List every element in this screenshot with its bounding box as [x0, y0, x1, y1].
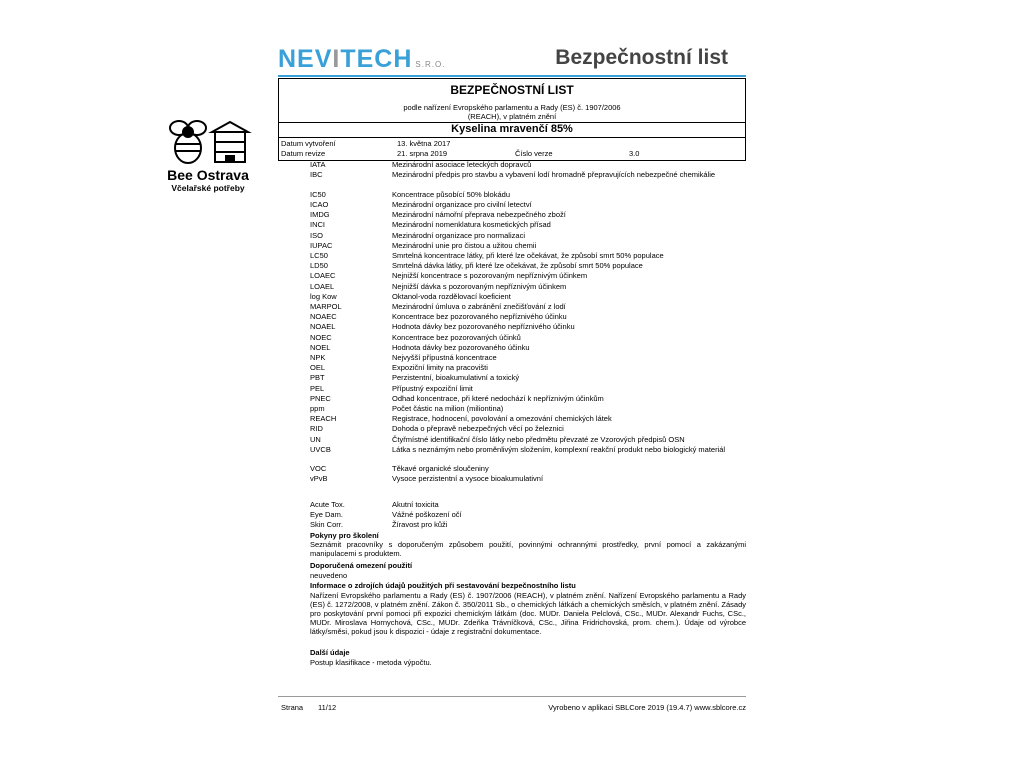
abbreviation-meaning: Počet částic na milion (miliontina): [392, 403, 504, 413]
abbreviation-meaning: Mezinárodní předpis pro stavbu a vybavení lodí hromadně přepravujících nebezpečné chemikálie: [392, 170, 716, 180]
abbreviation-abbr: LOAEC: [310, 271, 336, 281]
abbreviation-meaning: Perzistentní, bioakumulativní a toxický: [392, 373, 520, 383]
hazard-abbr: Acute Tox.: [310, 500, 345, 509]
bee-ostrava-name: Bee Ostrava: [167, 167, 249, 183]
created-value: 13. května 2017: [397, 139, 451, 148]
abbreviation-abbr: NOAEL: [310, 322, 336, 332]
sheet-title: BEZPEČNOSTNÍ LIST: [450, 83, 574, 97]
restrictions-text: neuvedeno: [310, 571, 348, 580]
abbreviation-abbr: UN: [310, 434, 321, 444]
training-text: Seznámit pracovníky s doporučeným způsobem použití, povinnými ochrannými prostředky, první pomocí a zakázanými manipulacemi s produktem.: [310, 540, 746, 558]
version-label: Číslo verze: [515, 149, 553, 158]
abbreviation-abbr: IBC: [310, 170, 323, 180]
abbreviation-meaning: Hodnota dávky bez pozorovaného účinku: [392, 342, 530, 352]
abbreviation-meaning: Mezinárodní nomenklatura kosmetických přísad: [392, 220, 551, 230]
abbreviation-abbr: LD50: [310, 261, 328, 271]
abbreviation-abbr: PBT: [310, 373, 325, 383]
hazard-meaning: Akutní toxicita: [392, 500, 439, 509]
version-value: 3.0: [629, 149, 640, 158]
substance-name: Kyselina mravenčí 85%: [451, 123, 573, 135]
sources-text: Nařízení Evropského parlamentu a Rady (ES) č. 1907/2006 (REACH), v platném znění. Nařízení Evropského parlamentu a Rady (ES) č. 1272/2008, v platném znění. Zákon č. 350/2011 Sb., o chemických látkách a chemických směsích, v platném znění. Zásady pro poskytování první pomoci při expozici chemickým látkám (doc. MUDr. Daniela Pelclová, CSc., MUDr. Alexandr Fuchs, CSc., MUDr. Miroslava Hornychová, CSc., MUDr. Zdeňka Trávníčková, CSc., Jiřina Fridrichovská, prom. chem.). Údaje od výrobce látky/směsi, pokud jsou k dispozici - údaje z registrační dokumentace.: [310, 591, 746, 636]
abbreviation-meaning: Těkavé organické sloučeniny: [392, 464, 489, 474]
abbreviation-meaning: Vysoce perzistentní a vysoce bioakumulativní: [392, 474, 544, 484]
abbreviation-meaning: Odhad koncentrace, při které nedochází k nepříznivým účinkům: [392, 393, 604, 403]
logo-suffix: S.R.O.: [415, 60, 446, 69]
bee-ostrava-tagline: Včelařské potřeby: [171, 183, 245, 193]
abbreviation-meaning: Mezinárodní asociace leteckých dopravců: [392, 160, 532, 169]
title-box: [278, 78, 746, 123]
abbreviation-meaning: Látka s neznámým nebo proměnlivým složením, komplexní reakční produkt nebo biologický materiál: [392, 444, 726, 454]
abbreviation-abbr: ICAO: [310, 199, 329, 209]
abbreviation-meaning: Mezinárodní unie pro čistou a užitou chemii: [392, 240, 537, 250]
hazard-abbr: Eye Dam.: [310, 510, 343, 520]
other-info-title: Další údaje: [310, 648, 350, 657]
abbreviation-meaning: Nejvyšší přípustná koncentrace: [392, 352, 497, 362]
abbreviation-abbr: log Kow: [310, 291, 337, 301]
document-type-title: Bezpečnostní list: [555, 46, 728, 69]
other-info-text: Postup klasifikace - metoda výpočtu.: [310, 658, 432, 667]
abbreviation-abbr: REACH: [310, 414, 337, 424]
abbreviation-meaning: Smrtelná koncentrace látky, při které lze očekávat, že způsobí smrt 50% populace: [392, 250, 664, 260]
nevitech-logo: [278, 45, 445, 73]
logo-text-1: NEV: [278, 45, 333, 73]
footer-divider: [278, 696, 746, 697]
abbreviation-abbr: IMDG: [310, 210, 330, 220]
abbreviation-meaning: Mezinárodní úmluva o zabránění znečišťování z lodí: [392, 301, 566, 311]
substance-box: [278, 121, 746, 138]
abbreviation-meaning: Hodnota dávky bez pozorovaného nepříznivého účinku: [392, 322, 575, 332]
subtitle-line-1: podle nařízení Evropského parlamentu a Rady (ES) č. 1907/2006: [403, 103, 621, 112]
abbreviation-meaning: Registrace, hodnocení, povolování a omezování chemických látek: [392, 414, 612, 424]
abbreviation-abbr: UVCB: [310, 444, 331, 454]
page-number: 11/12: [318, 703, 337, 712]
abbreviation-meaning: Koncentrace bez pozorovaných účinků: [392, 332, 521, 342]
abbreviation-abbr: MARPOL: [310, 301, 342, 311]
abbreviation-abbr: ppm: [310, 403, 325, 413]
abbreviation-abbr: NOEC: [310, 332, 332, 342]
header-divider: [278, 75, 746, 77]
abbreviation-abbr: LC50: [310, 250, 328, 260]
abbreviation-meaning: Dohoda o přepravě nebezpečných věcí po železnici: [392, 424, 564, 434]
page-label: Strana: [281, 703, 304, 712]
hazard-meaning: Žíravost pro kůži: [392, 520, 448, 530]
produced-by: Vyrobeno v aplikaci SBLCore 2019 (19.4.7) www.sblcore.cz: [548, 703, 746, 712]
abbreviation-abbr: NOEL: [310, 342, 331, 352]
abbreviation-meaning: Koncentrace působící 50% blokádu: [392, 189, 510, 199]
abbreviation-abbr: OEL: [310, 363, 326, 373]
abbreviation-abbr: VOC: [310, 464, 327, 474]
abbreviation-abbr: INCI: [310, 220, 325, 230]
abbreviation-meaning: Mezinárodní organizace pro normalizaci: [392, 230, 525, 240]
abbreviation-abbr: LOAEL: [310, 281, 335, 291]
created-label: Datum vytvoření: [281, 139, 336, 148]
abbreviation-abbr: NPK: [310, 352, 326, 362]
abbreviation-abbr: IUPAC: [310, 240, 333, 250]
sources-title: Informace o zdrojích údajů použitých při sestavování bezpečnostního listu: [310, 581, 576, 590]
abbreviation-meaning: Koncentrace bez pozorovaného nepříznivého účinku: [392, 312, 567, 322]
abbreviation-abbr: IC50: [310, 189, 326, 199]
subtitle-line-2: (REACH), v platném znění: [467, 112, 557, 121]
abbreviation-abbr: PEL: [310, 383, 325, 393]
abbreviation-meaning: Přípustný expoziční limit: [392, 383, 473, 393]
logo-text-2: I: [332, 45, 341, 73]
beehive-icon: [212, 122, 248, 162]
abbreviation-abbr: IATA: [310, 160, 326, 169]
abbreviation-abbr: PNEC: [310, 393, 331, 403]
bee-icon: [170, 121, 206, 163]
hazard-abbr: Skin Corr.: [310, 520, 343, 530]
bee-ostrava-logo: [160, 118, 260, 168]
abbreviation-meaning: Mezinárodní námořní přeprava nebezpečného zboží: [392, 210, 566, 220]
training-title: Pokyny pro školení: [310, 531, 379, 540]
revision-value: 21. srpna 2019: [397, 149, 448, 158]
abbreviation-meaning: Nejnižší dávka s pozorovaným nepříznivým účinkem: [392, 281, 567, 291]
regulation-subtitle: [279, 103, 745, 121]
abbreviation-meaning: Oktanol-voda rozdělovací koeficient: [392, 291, 511, 301]
abbreviation-abbr: vPvB: [310, 474, 328, 484]
hazard-meaning: Vážné poškození očí: [392, 510, 462, 520]
abbreviation-meaning: Smrtelná dávka látky, při které lze očekávat, že způsobí smrt 50% populace: [392, 261, 643, 271]
logo-text-3: TECH: [340, 45, 413, 73]
abbreviation-meaning: Nejnižší koncentrace s pozorovaným nepříznivým účinkem: [392, 271, 588, 281]
revision-label: Datum revize: [281, 149, 326, 158]
abbreviation-abbr: RID: [310, 424, 323, 434]
abbreviation-abbr: NOAEC: [310, 312, 337, 322]
dates-box: [278, 138, 746, 161]
restrictions-title: Doporučená omezení použití: [310, 561, 413, 570]
abbreviation-abbr: ISO: [310, 230, 323, 240]
abbreviation-meaning: Expoziční limity na pracovišti: [392, 363, 488, 373]
abbreviation-meaning: Mezinárodní organizace pro civilní letectví: [392, 199, 532, 209]
abbreviation-meaning: Čtyřmístné identifikační číslo látky nebo předmětu převzaté ze Vzorových předpisů OSN: [392, 434, 685, 444]
